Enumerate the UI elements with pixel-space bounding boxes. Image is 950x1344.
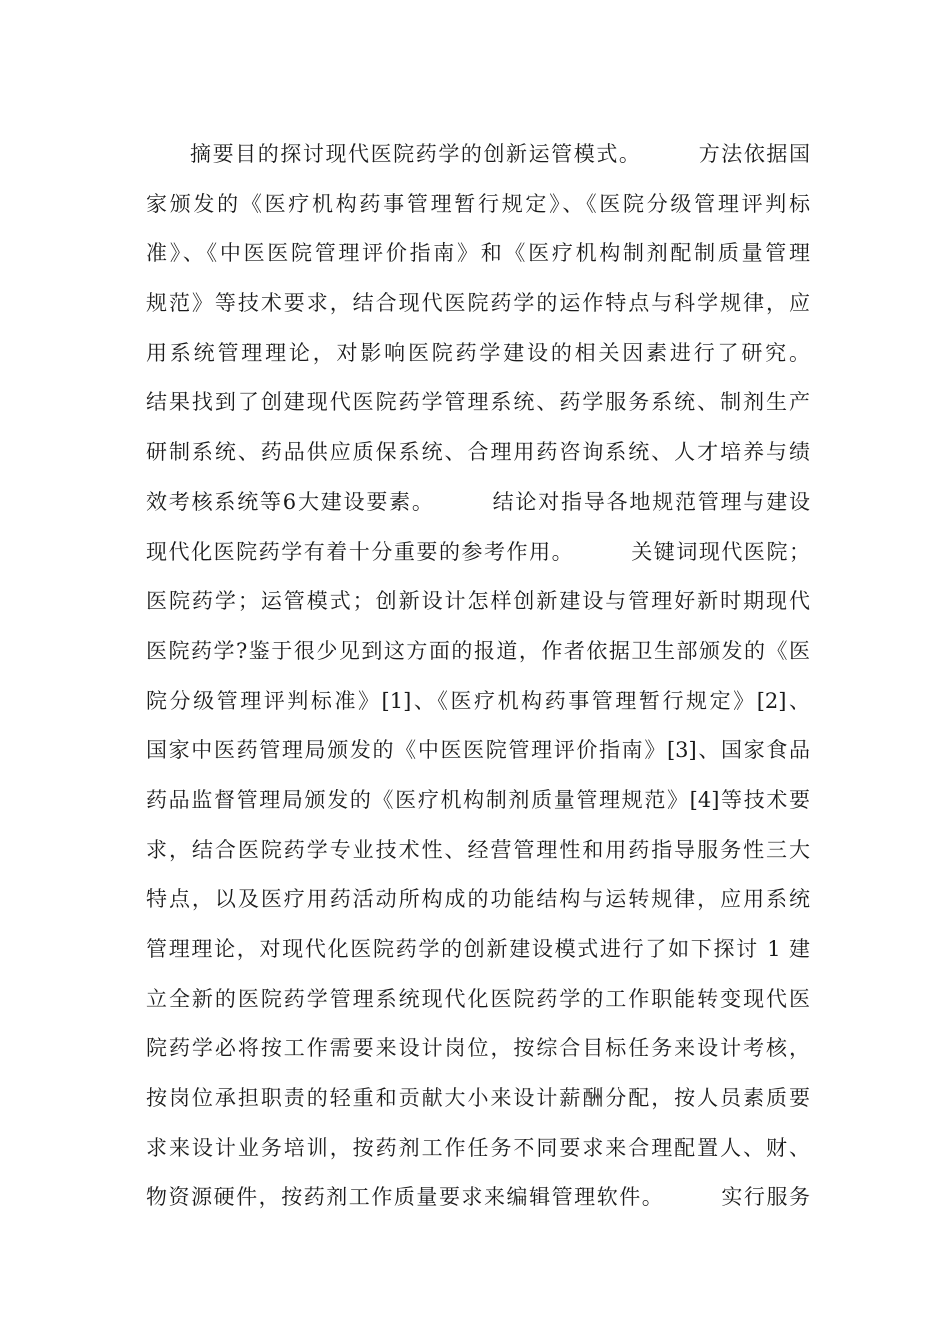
text-line: 药品监督管理局颁发的《医疗机构制剂质量管理规范》[4]等技术要 [146, 787, 810, 812]
body-text [146, 130, 810, 1223]
text-line: 物资源硬件，按药剂工作质量要求来编辑管理软件。 实行服务 [146, 1185, 810, 1210]
text-line: 家颁发的《医疗机构药事管理暂行规定》、《医院分级管理评判标 [146, 191, 810, 216]
text-line: 特点，以及医疗用药活动所构成的功能结构与运转规律，应用系统 [146, 887, 810, 912]
text-line: 按岗位承担职责的轻重和贡献大小来设计薪酬分配，按人员素质要 [146, 1086, 810, 1111]
text-line: 国家中医药管理局颁发的《中医医院管理评价指南》[3]、国家食品 [146, 738, 810, 763]
text-line: 求来设计业务培训，按药剂工作任务不同要求来合理配置人、财、 [146, 1135, 810, 1160]
text-line: 医院药学?鉴于很少见到这方面的报道，作者依据卫生部颁发的《医 [146, 638, 810, 663]
text-line: 现代化医院药学有着十分重要的参考作用。 关键词现代医院； [146, 539, 810, 564]
text-line: 结果找到了创建现代医院药学管理系统、药学服务系统、制剂生产 [146, 390, 810, 415]
text-line: 用系统管理理论，对影响医院药学建设的相关因素进行了研究。 [146, 340, 810, 365]
text-line: 效考核系统等6大建设要素。 结论对指导各地规范管理与建设 [146, 489, 810, 514]
text-line: 医院药学；运管模式；创新设计怎样创新建设与管理好新时期现代 [146, 589, 810, 614]
text-line: 院药学必将按工作需要来设计岗位，按综合目标任务来设计考核， [146, 1036, 810, 1061]
text-line: 研制系统、药品供应质保系统、合理用药咨询系统、人才培养与绩 [146, 440, 810, 465]
text-line: 立全新的医院药学管理系统现代化医院药学的工作职能转变现代医 [146, 986, 810, 1011]
text-line: 准》、《中医医院管理评价指南》和《医疗机构制剂配制质量管理 [146, 241, 810, 266]
text-line: 院分级管理评判标准》[1]、《医疗机构药事管理暂行规定》[2]、 [146, 688, 810, 713]
text-line: 求，结合医院药学专业技术性、经营管理性和用药指导服务性三大 [146, 837, 810, 862]
text-line: 摘要目的探讨现代医院药学的创新运管模式。 方法依据国 [190, 142, 810, 166]
text-line: 规范》等技术要求，结合现代医院药学的运作特点与科学规律，应 [146, 291, 810, 316]
text-line: 管理理论，对现代化医院药学的创新建设模式进行了如下探讨 1 建 [146, 937, 810, 961]
